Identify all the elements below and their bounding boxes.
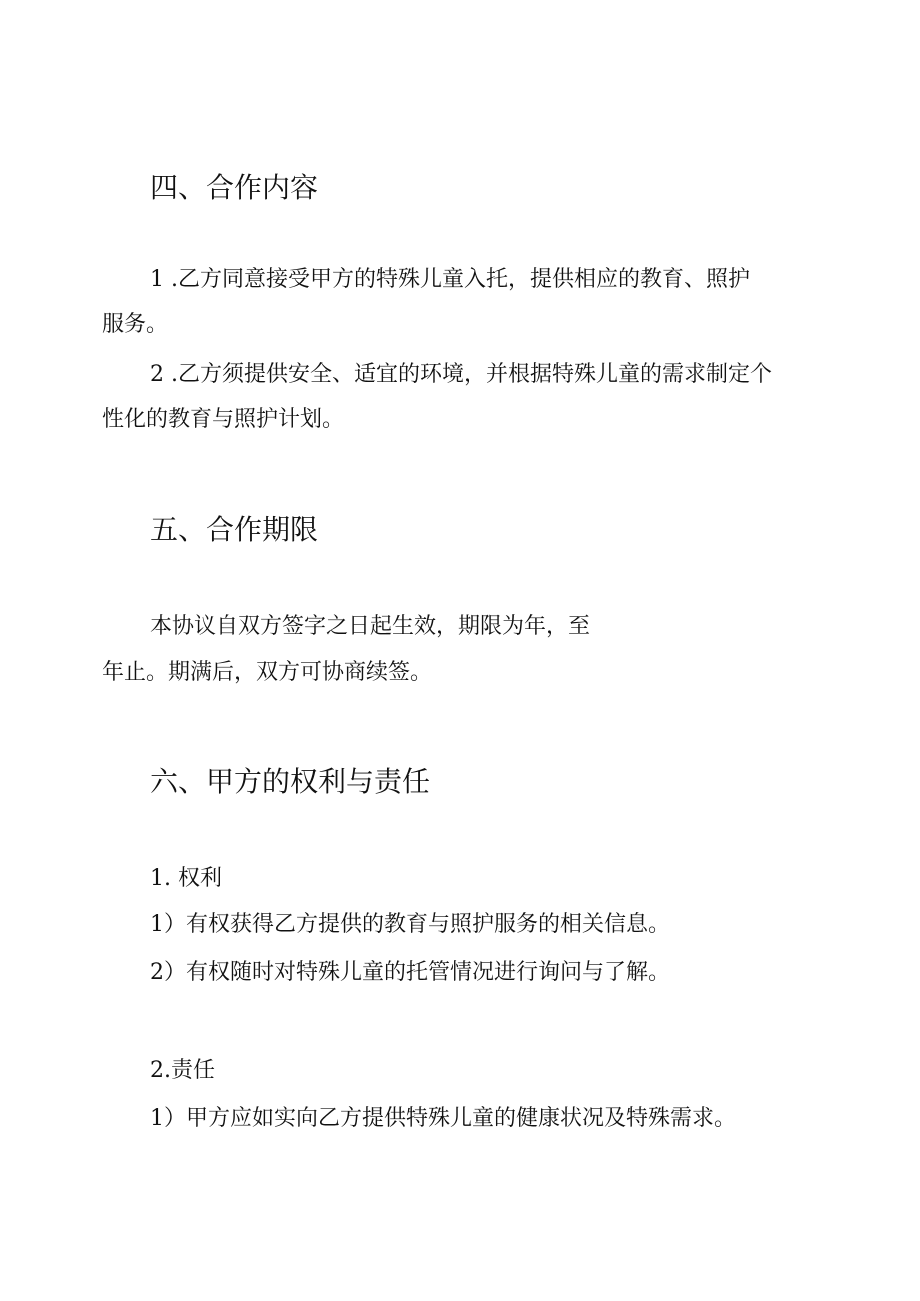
rights-title: 1. 权利	[150, 866, 222, 891]
section-4-item-1-line-1: 1 .乙方同意接受甲方的特殊儿童入托，提供相应的教育、照护	[150, 267, 750, 292]
rights-item-1: 1）有权获得乙方提供的教育与照护服务的相关信息。	[150, 912, 670, 937]
section-5-heading: 五、合作期限	[150, 513, 319, 546]
section-4-item-2-line-1: 2 .乙方须提供安全、适宜的环境，并根据特殊儿童的需求制定个	[150, 362, 772, 387]
rights-item-2: 2）有权随时对特殊儿童的托管情况进行询问与了解。	[150, 960, 670, 985]
duties-item-1: 1）甲方应如实向乙方提供特殊儿童的健康状况及特殊需求。	[150, 1106, 736, 1131]
section-6-heading: 六、甲方的权利与责任	[150, 765, 431, 798]
section-5-paragraph-line-2: 年止。期满后，双方可协商续签。	[102, 660, 433, 685]
duties-title: 2.责任	[150, 1058, 215, 1083]
section-4-item-1-line-2: 服务。	[102, 312, 169, 337]
section-4-item-2-line-2: 性化的教育与照护计划。	[102, 407, 345, 432]
section-5-paragraph-line-1: 本协议自双方签字之日起生效，期限为年，至	[150, 614, 591, 639]
section-4-heading: 四、合作内容	[150, 171, 319, 204]
